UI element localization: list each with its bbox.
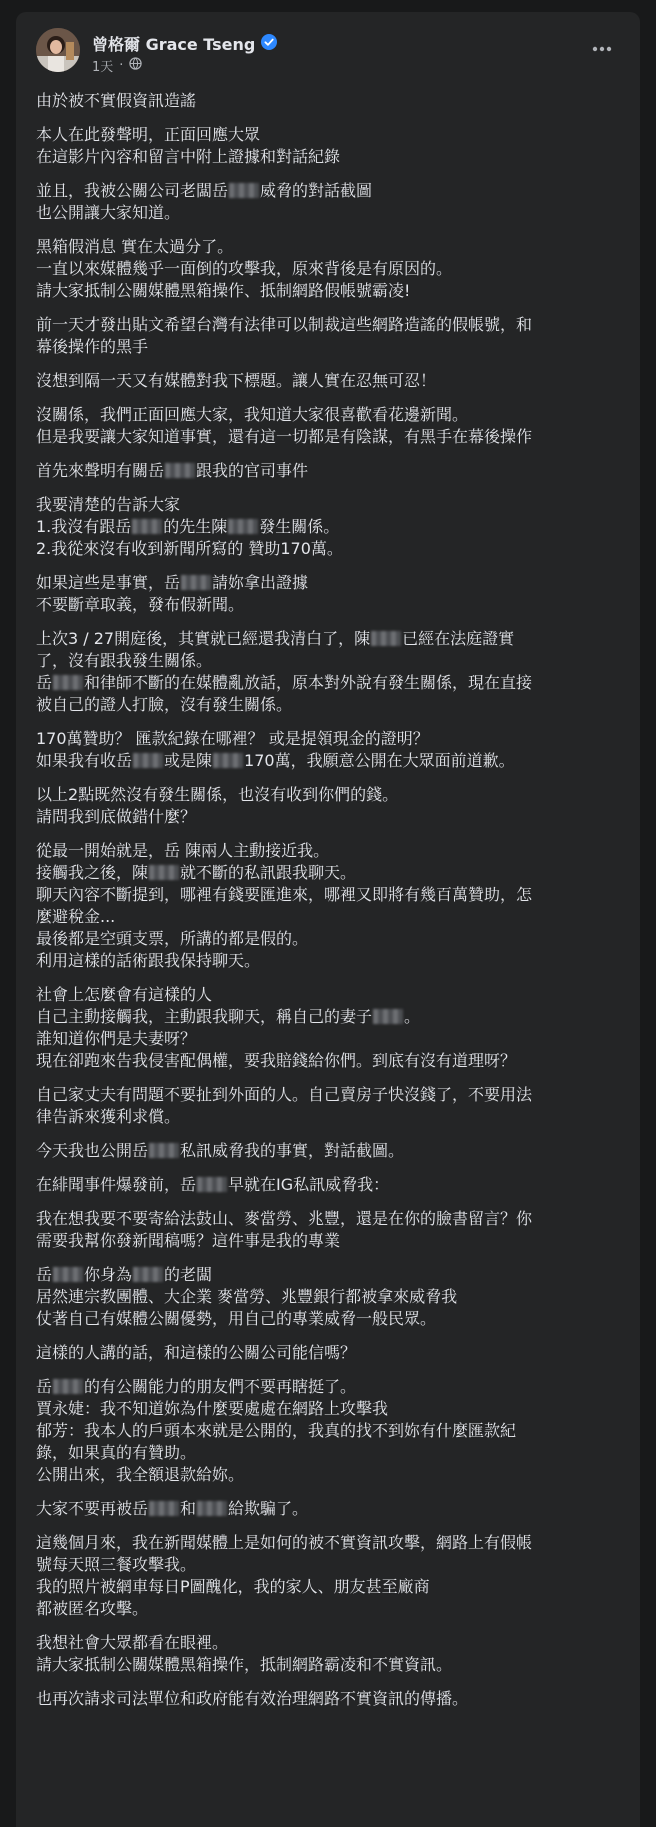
post-line — [36, 650, 626, 672]
post-text-segment: 以上2點既然沒有發生關係，也沒有收到你們的錢。 — [36, 785, 399, 804]
globe-icon[interactable] — [129, 57, 142, 74]
post-paragraph — [36, 1376, 626, 1486]
post-line — [36, 984, 626, 1006]
post-paragraph — [36, 628, 626, 716]
post-line — [36, 258, 626, 280]
post-line — [36, 280, 626, 302]
post-text-segment: 請大家抵制公關媒體黑箱操作，抵制網路霸凌和不實資訊。 — [36, 1655, 453, 1674]
more-options-button[interactable] — [584, 28, 620, 64]
post-text-segment: 不要斷章取義，發布假新聞。 — [36, 595, 245, 614]
redacted-name — [229, 183, 259, 198]
redacted-name — [133, 1267, 163, 1282]
post-text-segment: 都被匿名攻擊。 — [36, 1599, 149, 1618]
post-line — [36, 314, 626, 336]
post-paragraph — [36, 984, 626, 1072]
post-text-segment: 上次3 / 27開庭後，其實就已經還我清白了，陳 — [36, 629, 371, 648]
post-text-segment: 幕後操作的黑手 — [36, 337, 149, 356]
post-paragraph — [36, 370, 626, 392]
post-line — [36, 594, 626, 616]
post-text-segment: 由於被不實假資訊造謠 — [36, 91, 197, 110]
post-text-segment: 已經在法庭證實 — [402, 629, 515, 648]
post-line — [36, 460, 626, 482]
post-line — [36, 1532, 626, 1554]
post-text-segment: 錄，如果真的有贊助。 — [36, 1443, 197, 1462]
post-line — [36, 404, 626, 426]
redacted-name — [53, 675, 83, 690]
post-paragraph — [36, 236, 626, 302]
post-line — [36, 370, 626, 392]
post-text-segment: 這樣的人講的話，和這樣的公關公司能信嗎？ — [36, 1343, 357, 1362]
post-text-segment: 利用這樣的話術跟我保持聊天。 — [36, 951, 261, 970]
post-text-segment: 最後都是空頭支票，所講的都是假的。 — [36, 929, 309, 948]
redacted-name — [228, 519, 258, 534]
post-text-segment: 麼避稅金... — [36, 907, 116, 926]
post-line — [36, 202, 626, 224]
post-line — [36, 426, 626, 448]
post-text-segment: 的老闆 — [164, 1265, 213, 1284]
author-name[interactable]: 曾格爾 Grace Tseng — [92, 35, 256, 54]
post-line — [36, 1632, 626, 1654]
redacted-name — [371, 631, 401, 646]
post-line — [36, 494, 626, 516]
post-text-segment: 給欺騙了。 — [228, 1499, 309, 1518]
post-line — [36, 840, 626, 862]
post-line — [36, 538, 626, 560]
verified-badge-icon — [261, 34, 277, 54]
post-line — [36, 694, 626, 716]
post-line — [36, 1688, 626, 1710]
redacted-name — [373, 1009, 403, 1024]
post-text-segment: 一直以來媒體幾乎一面倒的攻擊我，原來背後是有原因的。 — [36, 259, 453, 278]
post-text-segment: 前一天才發出貼文希望台灣有法律可以制裁這些網路造謠的假帳號，和 — [36, 315, 533, 334]
post-text-segment: 沒關係，我們正面回應大家，我知道大家很喜歡看花邊新聞。 — [36, 405, 469, 424]
more-options-icon — [592, 37, 612, 56]
post-text-segment: 了，沒有跟我發生關係。 — [36, 651, 213, 670]
post-paragraph — [36, 1140, 626, 1162]
redacted-name — [53, 1267, 83, 1282]
post-text-segment: 並且，我被公關公司老闆岳 — [36, 181, 229, 200]
post-line — [36, 1498, 626, 1520]
post-line — [36, 1342, 626, 1364]
post-line — [36, 1598, 626, 1620]
post-line — [36, 906, 626, 928]
post-paragraph — [36, 784, 626, 828]
post-paragraph — [36, 494, 626, 560]
post-text-segment: 你身為 — [84, 1265, 133, 1284]
post-line — [36, 1554, 626, 1576]
post-line — [36, 1106, 626, 1128]
post-text-segment: 如果這些是事實，岳 — [36, 573, 181, 592]
post-text-segment: 沒想到隔一天又有媒體對我下標題。讓人實在忍無可忍！ — [36, 371, 437, 390]
post-text-segment: 早就在IG私訊威脅我： — [228, 1175, 390, 1194]
post-paragraph — [36, 1532, 626, 1620]
post-text-segment: 社會上怎麼會有這樣的人 — [36, 985, 213, 1004]
post-text-segment: 或是陳 — [164, 751, 213, 770]
post-line — [36, 750, 626, 772]
post-text-segment: 的先生陳 — [163, 517, 228, 536]
post-text-segment: 在緋聞事件爆發前，岳 — [36, 1175, 197, 1194]
post-text-segment: 但是我要讓大家知道事實，還有這一切都是有陰謀，有黑手在幕後操作 — [36, 427, 533, 446]
post-paragraph — [36, 460, 626, 482]
post-text-segment: 岳 — [36, 1377, 53, 1396]
post-line — [36, 1376, 626, 1398]
post-line — [36, 1050, 626, 1072]
post-paragraph — [36, 572, 626, 616]
post-text-segment: 現在卻跑來告我侵害配偶權，要我賠錢給你們。到底有沒有道理呀？ — [36, 1051, 517, 1070]
post-text-segment: 就不斷的私訊跟我聊天。 — [180, 863, 357, 882]
post-line — [36, 784, 626, 806]
post-text-segment: 發生關係。 — [259, 517, 340, 536]
post-line — [36, 1140, 626, 1162]
redacted-name — [149, 865, 179, 880]
post-text-segment: 誰知道你們是夫妻呀？ — [36, 1029, 197, 1048]
post-text-segment: 和律師不斷的在媒體亂放話，原本對外說有發生關係，現在直接 — [84, 673, 533, 692]
post-header — [36, 28, 620, 84]
post-text-segment: 我想社會大眾都看在眼裡。 — [36, 1633, 229, 1652]
post-text-segment: 律告訴來獲利求償。 — [36, 1107, 181, 1126]
post-line — [36, 572, 626, 594]
post-line — [36, 1286, 626, 1308]
post-line — [36, 1208, 626, 1230]
post-line — [36, 1398, 626, 1420]
redacted-name — [133, 753, 163, 768]
post-line — [36, 180, 626, 202]
post-text-segment: 2.我從來沒有收到新聞所寫的 贊助170萬。 — [36, 539, 343, 558]
post-line — [36, 806, 626, 828]
redacted-name — [197, 1177, 227, 1192]
post-line — [36, 90, 626, 112]
redacted-name — [213, 753, 243, 768]
post-text-segment: 黑箱假消息 實在太過分了。 — [36, 237, 234, 256]
post-paragraph — [36, 124, 626, 168]
post-text-segment: 聊天內容不斷提到，哪裡有錢要匯進來，哪裡又即將有幾百萬贊助，怎 — [36, 885, 533, 904]
post-paragraph — [36, 728, 626, 772]
post-line — [36, 1006, 626, 1028]
post-text-segment: 請大家抵制公關媒體黑箱操作、抵制網路假帳號霸凌! — [36, 281, 411, 300]
post-text-segment: 本人在此發聲明，正面回應大眾 — [36, 125, 261, 144]
post-paragraph — [36, 1632, 626, 1676]
post-text-segment: 居然連宗教團體、大企業 麥當勞、兆豐銀行都被拿來威脅我 — [36, 1287, 458, 1306]
post-text-segment: 今天我也公開岳 — [36, 1141, 149, 1160]
post-line — [36, 1576, 626, 1598]
post-line — [36, 146, 626, 168]
post-text-segment: 需要我幫你發新聞稿嗎？這件事是我的專業 — [36, 1231, 341, 1250]
post-line — [36, 336, 626, 358]
post-line — [36, 516, 626, 538]
post-text-segment: 我的照片被網車每日P圖醜化，我的家人、朋友甚至廠商 — [36, 1577, 430, 1596]
post-paragraph — [36, 840, 626, 972]
redacted-name — [181, 575, 211, 590]
post-text-segment: 私訊威脅我的事實，對話截圖。 — [180, 1141, 405, 1160]
post-text-segment: 請妳拿出證據 — [212, 573, 309, 592]
post-line — [36, 884, 626, 906]
post-text-segment: 和 — [180, 1499, 197, 1518]
post-text — [36, 90, 626, 1722]
post-line — [36, 628, 626, 650]
post-text-segment: 如果我有收岳 — [36, 751, 133, 770]
post-text-segment: 岳 — [36, 673, 53, 692]
post-line — [36, 950, 626, 972]
redacted-name — [165, 463, 195, 478]
post-line — [36, 1084, 626, 1106]
post-text-segment: 自己主動接觸我，主動跟我聊天，稱自己的妻子 — [36, 1007, 373, 1026]
post-paragraph — [36, 180, 626, 224]
post-paragraph — [36, 90, 626, 112]
post-text-segment: 賈永婕：我不知道妳為什麼要處處在網路上攻擊我 — [36, 1399, 389, 1418]
post-text-segment: 號每天照三餐攻擊我。 — [36, 1555, 197, 1574]
post-line — [36, 1174, 626, 1196]
post-paragraph — [36, 314, 626, 358]
post-text-segment: 從最一開始就是，岳 陳兩人主動接近我。 — [36, 841, 330, 860]
redacted-name — [132, 519, 162, 534]
post-line — [36, 1028, 626, 1050]
post-line — [36, 928, 626, 950]
post-text-segment: 我要清楚的告訴大家 — [36, 495, 181, 514]
post-text-segment: 被自己的證人打臉，沒有發生關係。 — [36, 695, 293, 714]
post-text-segment: 在這影片內容和留言中附上證據和對話紀錄 — [36, 147, 341, 166]
post-line — [36, 862, 626, 884]
post-paragraph — [36, 1208, 626, 1252]
post-text-segment: 也再次請求司法單位和政府能有效治理網路不實資訊的傳播。 — [36, 1689, 469, 1708]
post-paragraph — [36, 1342, 626, 1364]
post-line — [36, 672, 626, 694]
post-text-segment: 公開出來，我全額退款給妳。 — [36, 1465, 245, 1484]
post-timestamp[interactable]: 1天 — [92, 60, 114, 75]
post-paragraph — [36, 1498, 626, 1520]
post-text-segment: 1.我沒有跟岳 — [36, 517, 132, 536]
author-avatar[interactable] — [36, 28, 80, 72]
post-text-segment: 威脅的對話截圖 — [260, 181, 373, 200]
post-line — [36, 728, 626, 750]
post-line — [36, 1464, 626, 1486]
post-text-segment: 岳 — [36, 1265, 53, 1284]
post-paragraph — [36, 1264, 626, 1330]
post-text-segment: 接觸我之後，陳 — [36, 863, 149, 882]
post-line — [36, 1442, 626, 1464]
post-text-segment: 這幾個月來，我在新聞媒體上是如何的被不實資訊攻擊，網路上有假帳 — [36, 1533, 533, 1552]
post-text-segment: 仗著自己有媒體公關優勢，用自己的專業威脅一般民眾。 — [36, 1309, 437, 1328]
post-paragraph — [36, 1174, 626, 1196]
post-line — [36, 124, 626, 146]
post-text-segment: 我在想我要不要寄給法鼓山、麥當勞、兆豐，還是在你的臉書留言？你 — [36, 1209, 533, 1228]
post-line — [36, 236, 626, 258]
post-text-segment: 跟我的官司事件 — [196, 461, 309, 480]
post-paragraph — [36, 1688, 626, 1710]
redacted-name — [53, 1379, 83, 1394]
post-text-segment: 首先來聲明有關岳 — [36, 461, 165, 480]
redacted-name — [197, 1501, 227, 1516]
post-line — [36, 1308, 626, 1330]
post-text-segment: 170萬贊助？ 匯款紀錄在哪裡？ 或是提領現金的證明？ — [36, 729, 429, 748]
post-paragraph — [36, 1084, 626, 1128]
post-line — [36, 1654, 626, 1676]
post-text-segment: 的有公關能力的朋友們不要再瞎挺了。 — [84, 1377, 357, 1396]
post-line — [36, 1420, 626, 1442]
post-paragraph — [36, 404, 626, 448]
post-text-segment: 大家不要再被岳 — [36, 1499, 149, 1518]
post-text-segment: 郁芳：我本人的戶頭本來就是公開的，我真的找不到妳有什麼匯款紀 — [36, 1421, 517, 1440]
redacted-name — [149, 1143, 179, 1158]
post-text-segment: 自己家丈夫有問題不要扯到外面的人。自己賣房子快沒錢了，不要用法 — [36, 1085, 533, 1104]
post-line — [36, 1230, 626, 1252]
post-text-segment: 也公開讓大家知道。 — [36, 203, 181, 222]
post-text-segment: 請問我到底做錯什麼？ — [36, 807, 197, 826]
post-text-segment: 170萬，我願意公開在大眾面前道歉。 — [244, 751, 515, 770]
redacted-name — [149, 1501, 179, 1516]
separator-dot: · — [119, 58, 124, 73]
post-card — [16, 12, 640, 1827]
post-text-segment: 。 — [404, 1007, 421, 1026]
post-line — [36, 1264, 626, 1286]
